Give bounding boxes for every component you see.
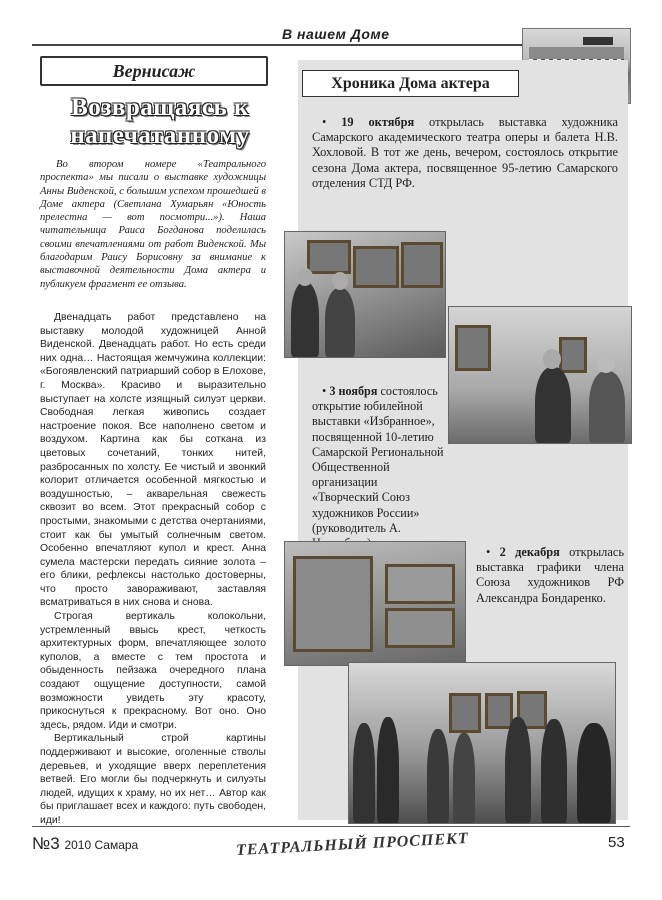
exhibition-photo-4: [348, 662, 616, 824]
chronicle-title: Хроника Дома актера: [302, 70, 519, 97]
page-number: 53: [608, 834, 625, 851]
rubric-label: Вернисаж: [40, 56, 268, 86]
article-headline: Возвращаясь к напечатанному: [70, 94, 250, 149]
chronicle-item-2: • 3 ноября состоялось открытие юбилейной выставки «Избранное», посвященной 10-летию Самарской Региональной Общественной организации «Творческий Союз художников России» (руководитель А.: [312, 384, 444, 535]
body-paragraph: Вертикальный строй картины поддерживают и высокие, оголенные стволы деревьев, и уходящие вверх переплетения ветвей. Его могли бы подчеркнуть и силуэты людей, идущих к храму, но их нет… Автор как бы приглашает всех и каждого: путь свободен, иди!: [40, 733, 266, 826]
footer-rule: [32, 826, 630, 827]
chronicle-item-1: • 19 октября открылась выставка художника Самарского академического театра оперы и балета Н.В. Хохловой. В тот же день, вечером, состоялось открытие сезона Дома актера, посвященное 95-летию Самарского отделения СТД РФ.: [312, 115, 618, 190]
chronicle-date: 3 ноября: [329, 384, 378, 398]
exhibition-photo-1: [284, 231, 446, 358]
chronicle-item-3: • 2 декабря открылась выставка графики члена Союза художников РФ Александра Бондаренко.: [476, 545, 625, 605]
chronicle-date: 2 декабря: [499, 545, 560, 559]
article-body: [40, 311, 266, 828]
magazine-logo: ТЕАТРАЛЬНЫЙ ПРОСПЕКТ: [235, 829, 470, 860]
body-paragraph: Двенадцать работ представлено на выставку молодой художницей Анной Виденской. Двенадцать работ. Но есть среди них одна… Настоящая жемчужина коллекции: «Богоявленский патриарший собор в Елохове, г. Москва». Красиво и выразительно выступает на холсте изящный силуэт церкви. Свободная легкая живопись создает настроение покоя. Все наполнено светом и воздухом. Картина как бы соткана из цветовых сочетаний, тонких нитей, разбросанных по холсту. Ее чистый и звонкий колорит отличается особенной мягкостью и воздушностью, – акварельная свежесть сквозит во всем. Этот прекрасный собор с простыми, знакомыми с детства очертаниями, стоит как бы умытый солнечным светом. Особенно впечатляют купол и крест. Анна сумела мастерски передать сияние золота – его блики, рефлексы настолько достоверны, что просто завораживают, заставляя всматриваться в них снова и снова.: [40, 312, 266, 609]
chronicle-date: 19 октября: [341, 115, 415, 129]
issue-year-city: 2010 Самара: [64, 838, 139, 852]
issue-number: №3 2010 Самара: [32, 834, 139, 853]
body-paragraph: Строгая вертикаль колокольни, устремленный ввысь крест, четкость архитектурных форм, впечатляющее золото куполов, а вместе с тем простота и обыденность пейзажа очередного плана создают ощущение доступности, самой возможности увидеть эту красоту, прикоснуться к прекрасному. Вот оно. Оно здесь, рядом. Иди и смотри.: [40, 611, 266, 731]
section-title: В нашем Доме: [282, 26, 390, 42]
exhibition-photo-2: [448, 306, 632, 444]
header-rule: [32, 44, 522, 46]
exhibition-photo-3: [284, 541, 466, 666]
article-lead: Во втором номере «Театрального проспекта» мы писали о выставке художницы Анны Виденской, с большим успехом прошедшей в Доме актера (Светлана Хумарьян «Юность прелестна — вот посмотри...»). Наша читательница Раиса Богданова поделилась своими впечатлениями от работ Виденской. Мы благодарим Раису Борисовну за внимание к выставочной деятельности Дома актера и публикуем фрагмент ее отзыва.: [40, 159, 266, 290]
